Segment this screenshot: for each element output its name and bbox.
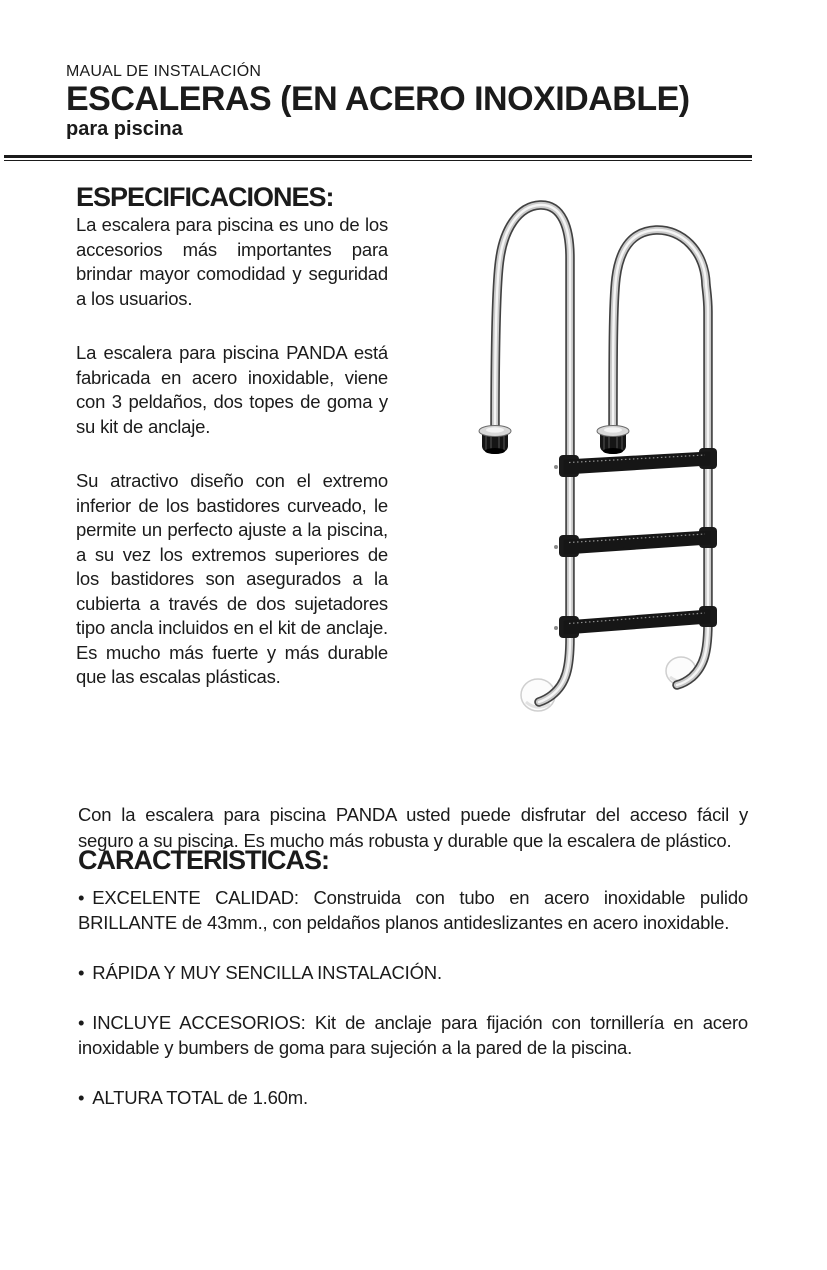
anchor-flange-left bbox=[479, 426, 511, 455]
bullet-glyph: • bbox=[78, 962, 85, 983]
feature-item bbox=[78, 885, 748, 935]
document-header bbox=[66, 62, 690, 141]
characteristics-heading: CARACTERÍSTICAS: bbox=[78, 845, 329, 875]
specifications-text-column bbox=[76, 213, 388, 720]
feature-item bbox=[78, 1010, 748, 1060]
bullet-glyph: • bbox=[78, 1087, 85, 1108]
page-subtitle: para piscina bbox=[66, 118, 183, 140]
spec-paragraph: Su atractivo diseño con el extremo inferior de los bastidores curveado, le permite un perfecto ajuste a la piscina, a su vez los extremos superiores de los bastidores son asegurados a la cubierta a través de dos sujetadores tipo ancla incluidos en el kit de anclaje. Es mucho más fuerte y más durable que las escalas plásticas. bbox=[76, 470, 388, 687]
bullet-glyph: • bbox=[78, 887, 85, 908]
feature-text: RÁPIDA Y MUY SENCILLA INSTALACIÓN. bbox=[92, 962, 442, 983]
feature-text: INCLUYE ACCESORIOS: Kit de anclaje para fijación con tornillería en acero inoxidable y bumbers de goma para sujeción a la pared de la piscina. bbox=[78, 1012, 748, 1058]
tread-2 bbox=[554, 527, 717, 557]
intro-paragraph: Con la escalera para piscina PANDA usted puede disfrutar del acceso fácil y seguro a su piscina. Es mucho más robusta y durable que la escalera de plástico. bbox=[78, 803, 748, 851]
tread-3 bbox=[554, 606, 717, 638]
manual-kicker: MAUAL DE INSTALACIÓN bbox=[66, 63, 262, 80]
specifications-heading: ESPECIFICACIONES: bbox=[76, 182, 334, 212]
tread-1 bbox=[554, 448, 717, 477]
bullet-glyph: • bbox=[78, 1012, 85, 1033]
feature-item bbox=[78, 960, 748, 985]
feature-text: ALTURA TOTAL de 1.60m. bbox=[92, 1087, 308, 1108]
feature-item bbox=[78, 1085, 748, 1110]
spec-paragraph: La escalera para piscina PANDA está fabricada en acero inoxidable, viene con 3 peldaños, dos topes de goma y su kit de anclaje. bbox=[76, 342, 388, 437]
header-divider bbox=[4, 155, 752, 161]
page-title: ESCALERAS (EN ACERO INOXIDABLE) bbox=[66, 80, 690, 118]
anchor-flange-right bbox=[597, 426, 629, 455]
pool-ladder-image bbox=[448, 190, 778, 735]
feature-text: EXCELENTE CALIDAD: Construida con tubo en acero inoxidable pulido BRILLANTE de 43mm., con peldaños planos antideslizantes en acero inoxidable. bbox=[78, 887, 748, 933]
rail-left bbox=[495, 205, 570, 702]
spec-paragraph: La escalera para piscina es uno de los accesorios más importantes para brindar mayor comodidad y seguridad a los usuarios. bbox=[76, 214, 388, 309]
ladder-illustration bbox=[448, 190, 778, 735]
characteristics-list bbox=[78, 885, 748, 1135]
